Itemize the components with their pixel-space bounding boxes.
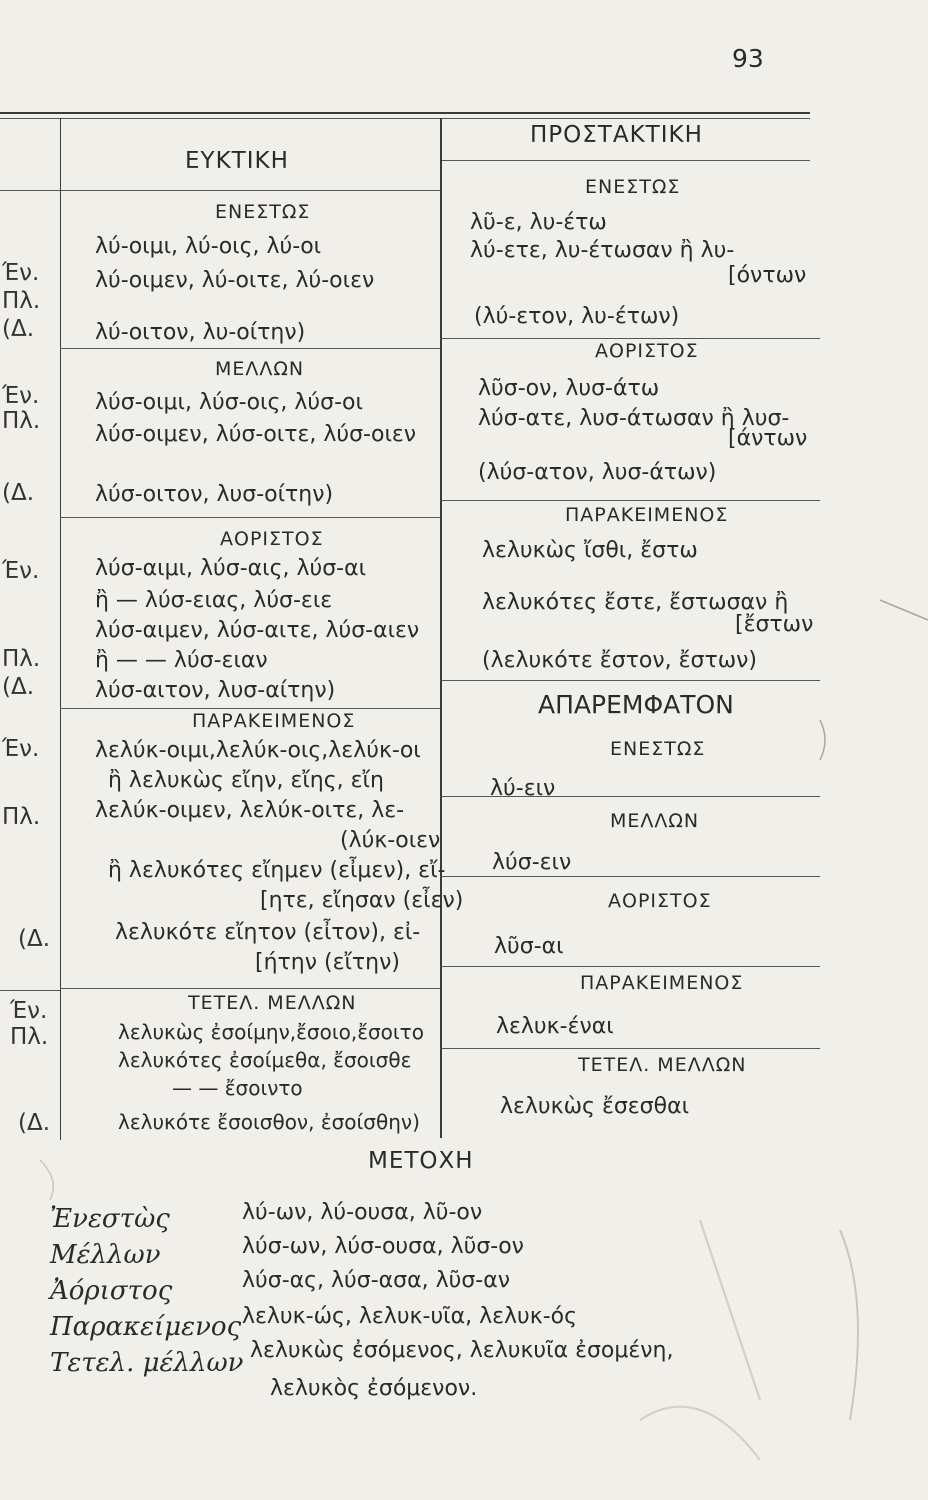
label-dual: (Δ.: [2, 316, 35, 342]
aparemfaton-heading: ΤΕΤΕΛ. ΜΕΛΛΩΝ: [578, 1054, 747, 1076]
right-parakeimenos-line: λελυκότες ἔστε, ἔστωσαν ἢ: [482, 590, 789, 615]
left-mellon-line: λύσ-οιμεν, λύσ-οιτε, λύσ-οιεν: [95, 422, 417, 447]
pencil-stroke: [840, 1230, 858, 1420]
label-singular: Έν.: [2, 260, 40, 286]
left-parakeimenos-line: (λύκ-οιεν: [340, 828, 441, 853]
right-aoristos-heading: ΑΟΡΙΣΤΟΣ: [595, 340, 699, 362]
left-parakeimenos-heading: ΠΑΡΑΚΕΙΜΕΝΟΣ: [192, 710, 356, 732]
aparemfaton-form: λύσ-ειν: [492, 850, 572, 875]
label-plural: Πλ.: [2, 804, 41, 830]
page-number: 93: [732, 44, 764, 73]
left-enestos-line: λύ-οιτον, λυ-οίτην): [95, 320, 306, 345]
left-aoristos-heading: ΑΟΡΙΣΤΟΣ: [220, 528, 324, 550]
aparemfaton-heading: ΜΕΛΛΩΝ: [610, 810, 700, 832]
right-enestos-line: (λύ-ετον, λυ-έτων): [474, 304, 680, 329]
right-enestos-line: [όντων: [728, 263, 807, 288]
label-singular: Έν.: [2, 736, 40, 762]
aparemfaton-heading: ΑΟΡΙΣΤΟΣ: [608, 890, 712, 912]
left-parakeimenos-line: ἢ λελυκὼς εἴην, εἴης, εἴη: [108, 768, 384, 793]
label-plural: Πλ.: [2, 408, 41, 434]
right-aoristos-line: (λύσ-ατον, λυσ-άτων): [478, 460, 717, 485]
metoxh-forms: λύσ-ων, λύσ-ουσα, λῦσ-ον: [242, 1234, 524, 1259]
label-dual: (Δ.: [18, 1110, 51, 1136]
left-aoristos-line: λύσ-αιτον, λυσ-αίτην): [95, 678, 336, 703]
aparemfaton-form: λῦσ-αι: [494, 934, 564, 959]
label-singular: Έν.: [10, 998, 48, 1024]
right-parakeimenos-heading: ΠΑΡΑΚΕΙΜΕΝΟΣ: [565, 504, 729, 526]
metoxh-title: ΜΕΤΟΧΗ: [368, 1148, 474, 1174]
aparemfaton-form: λελυκὼς ἔσεσθαι: [500, 1094, 690, 1119]
left-mellon-heading: ΜΕΛΛΩΝ: [215, 358, 305, 380]
left-parakeimenos-line: [ητε, εἴησαν (εἶεν): [260, 888, 464, 913]
left-aoristos-line: λύσ-αιμι, λύσ-αις, λύσ-αι: [95, 556, 367, 581]
label-dual: (Δ.: [2, 674, 35, 700]
left-tetel-line: — — ἔσοιντο: [172, 1076, 303, 1100]
left-tetel-line: λελυκότε ἔσοισθον, ἐσοίσθην): [118, 1110, 420, 1134]
label-plural: Πλ.: [2, 646, 41, 672]
right-enestos-line: λύ-ετε, λυ-έτωσαν ἢ λυ-: [470, 238, 735, 263]
aparemfaton-heading: ΠΑΡΑΚΕΙΜΕΝΟΣ: [580, 972, 744, 994]
metoxh-label: Μέλλων: [50, 1240, 161, 1270]
left-tetel-line: λελυκὼς ἐσοίμην,ἔσοιο,ἔσοιτο: [118, 1020, 424, 1044]
aparemfaton-form: λύ-ειν: [490, 776, 556, 801]
metoxh-forms: λελυκὼς ἐσόμενος, λελυκυῖα ἐσομένη,: [250, 1338, 674, 1363]
left-aoristos-line: ἢ — λύσ-ειας, λύσ-ειε: [95, 588, 333, 613]
pencil-stroke: [640, 1407, 760, 1460]
left-aoristos-line: λύσ-αιμεν, λύσ-αιτε, λύσ-αιεν: [95, 618, 420, 643]
left-parakeimenos-line: ἢ λελυκότες εἴημεν (εἶμεν), εἴ-: [108, 858, 446, 883]
metoxh-label: Ἐνεστὼς: [50, 1204, 170, 1234]
left-mellon-line: λύσ-οιτον, λυσ-οίτην): [95, 482, 334, 507]
aparemfaton-heading: ΕΝΕΣΤΩΣ: [610, 738, 706, 760]
right-parakeimenos-line: [ἔστων: [735, 612, 814, 637]
metoxh-forms: λύσ-ας, λύσ-ασα, λῦσ-αν: [242, 1268, 511, 1293]
right-parakeimenos-line: (λελυκότε ἔστον, ἔστων): [482, 648, 757, 673]
left-parakeimenos-line: λελυκότε εἴητον (εἶτον), εἰ-: [115, 920, 421, 945]
left-parakeimenos-line: [ήτην (εἴτην): [255, 950, 400, 975]
left-parakeimenos-line: λελύκ-οιμι,λελύκ-οις,λελύκ-οι: [95, 738, 421, 763]
metoxh-label: Ἀόριστος: [50, 1276, 173, 1306]
left-tetel-line: λελυκότες ἐσοίμεθα, ἔσοισθε: [118, 1048, 412, 1072]
eyktikh-title: ΕΥΚΤΙΚΗ: [185, 148, 289, 174]
pencil-stroke: [40, 1160, 53, 1200]
right-enestos-heading: ΕΝΕΣΤΩΣ: [585, 176, 681, 198]
aparemfaton-title: ΑΠΑΡΕΜΦΑΤΟΝ: [538, 690, 734, 719]
label-plural: Πλ.: [10, 1024, 49, 1050]
right-aoristos-line: λύσ-ατε, λυσ-άτωσαν ἢ λυσ-: [478, 406, 790, 431]
pencil-stroke: [880, 600, 928, 620]
left-enestos-line: λύ-οιμι, λύ-οις, λύ-οι: [95, 234, 322, 259]
metoxh-forms: λύ-ων, λύ-ουσα, λῦ-ον: [242, 1200, 483, 1225]
metoxh-continuation: λελυκὸς ἐσόμενον.: [270, 1376, 478, 1401]
metoxh-label: Τετελ. μέλλων: [50, 1348, 244, 1378]
right-parakeimenos-line: λελυκὼς ἴσθι, ἔστω: [482, 538, 698, 563]
left-mellon-line: λύσ-οιμι, λύσ-οις, λύσ-οι: [95, 390, 363, 415]
label-singular: Έν.: [2, 558, 40, 584]
aparemfaton-form: λελυκ-έναι: [496, 1014, 614, 1039]
label-singular: Έν.: [2, 383, 40, 409]
label-dual: (Δ.: [18, 926, 51, 952]
label-dual: (Δ.: [2, 480, 35, 506]
left-parakeimenos-line: λελύκ-οιμεν, λελύκ-οιτε, λε-: [95, 798, 405, 823]
left-enestos-heading: ΕΝΕΣΤΩΣ: [215, 201, 311, 223]
left-aoristos-line: ἢ — — λύσ-ειαν: [95, 648, 268, 673]
label-plural: Πλ.: [2, 288, 41, 314]
right-enestos-line: λῦ-ε, λυ-έτω: [470, 210, 607, 235]
right-aoristos-line: [άντων: [728, 426, 808, 451]
prostaktikh-title: ΠΡΟΣΤΑΚΤΙΚΗ: [530, 122, 703, 148]
left-tetel-heading: ΤΕΤΕΛ. ΜΕΛΛΩΝ: [188, 992, 357, 1014]
metoxh-label: Παρακείμενος: [50, 1312, 242, 1342]
right-aoristos-line: λῦσ-ον, λυσ-άτω: [478, 376, 660, 401]
pencil-stroke: [700, 1220, 760, 1400]
metoxh-forms: λελυκ-ώς, λελυκ-υῖα, λελυκ-ός: [242, 1304, 578, 1329]
left-enestos-line: λύ-οιμεν, λύ-οιτε, λύ-οιεν: [95, 268, 375, 293]
pencil-stroke: [820, 720, 825, 760]
